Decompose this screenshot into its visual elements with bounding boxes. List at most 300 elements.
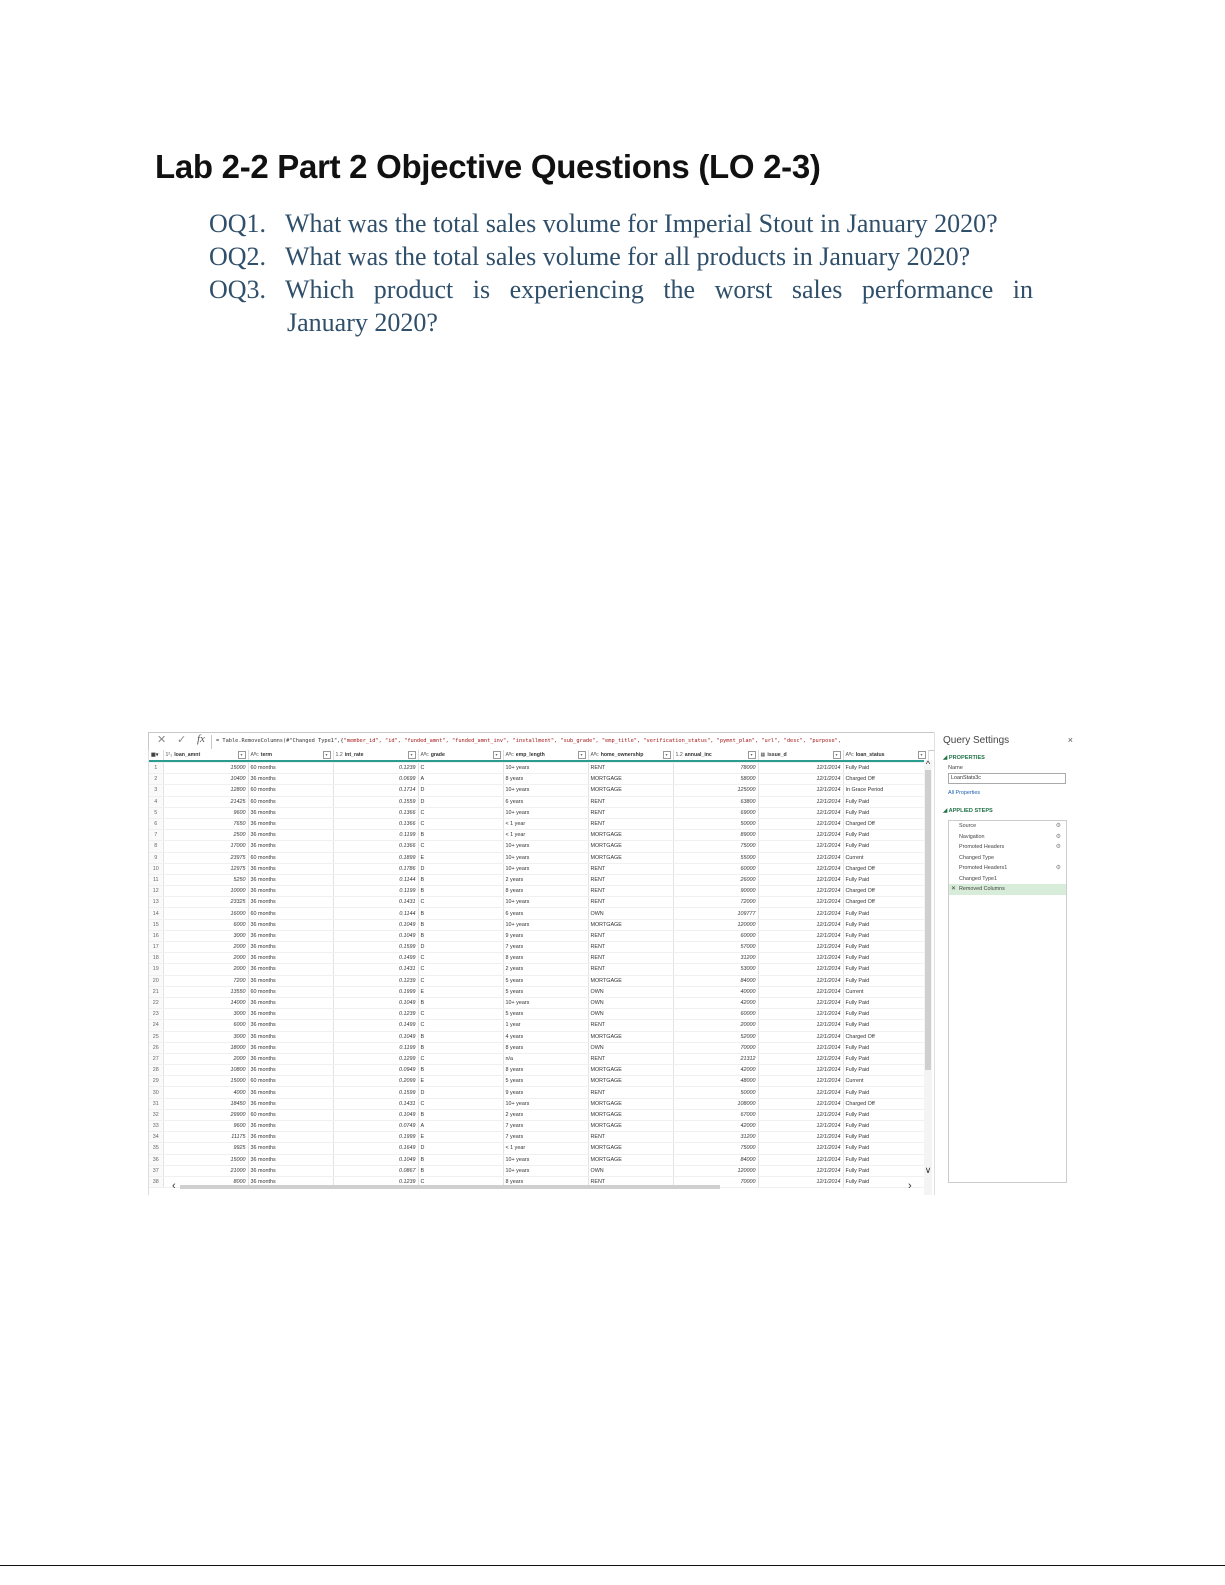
table-cell[interactable]: 8 years bbox=[503, 1042, 588, 1053]
table-cell[interactable]: n/a bbox=[503, 1053, 588, 1064]
table-cell[interactable]: D bbox=[418, 1087, 503, 1098]
table-cell[interactable]: 89000 bbox=[673, 830, 758, 841]
table-cell[interactable]: 60000 bbox=[673, 863, 758, 874]
table-cell[interactable]: 15000 bbox=[163, 763, 248, 774]
table-cell[interactable]: RENT bbox=[588, 807, 673, 818]
table-cell[interactable]: 12/1/2014 bbox=[758, 1065, 843, 1076]
table-cell[interactable]: 10+ years bbox=[503, 763, 588, 774]
table-cell[interactable]: 58000 bbox=[673, 774, 758, 785]
table-cell[interactable]: C bbox=[418, 841, 503, 852]
table-row[interactable] bbox=[149, 1031, 928, 1042]
table-cell[interactable]: 60 months bbox=[248, 763, 333, 774]
table-cell[interactable]: Fully Paid bbox=[843, 807, 928, 818]
table-cell[interactable]: 69000 bbox=[673, 807, 758, 818]
table-cell[interactable]: 0.0699 bbox=[333, 774, 418, 785]
table-cell[interactable]: 36 months bbox=[248, 886, 333, 897]
table-cell[interactable]: 12/1/2014 bbox=[758, 975, 843, 986]
delete-step-icon[interactable]: ✕ bbox=[951, 886, 957, 892]
column-type-icon[interactable]: ▦ bbox=[760, 752, 766, 758]
table-cell[interactable]: 40000 bbox=[673, 986, 758, 997]
column-header-home-ownership[interactable] bbox=[588, 750, 673, 760]
table-row[interactable] bbox=[149, 897, 928, 908]
table-cell[interactable]: 4 years bbox=[503, 1031, 588, 1042]
table-cell[interactable]: 8 years bbox=[503, 774, 588, 785]
filter-dropdown-icon[interactable]: ▾ bbox=[663, 751, 671, 759]
table-cell[interactable]: B bbox=[418, 874, 503, 885]
table-cell[interactable]: B bbox=[418, 1065, 503, 1076]
table-cell[interactable]: Fully Paid bbox=[843, 1009, 928, 1020]
table-cell[interactable]: D bbox=[418, 785, 503, 796]
table-cell[interactable]: 0.1714 bbox=[333, 785, 418, 796]
table-cell[interactable]: 3000 bbox=[163, 1031, 248, 1042]
table-cell[interactable]: 10400 bbox=[163, 774, 248, 785]
filter-dropdown-icon[interactable]: ▾ bbox=[833, 751, 841, 759]
table-row[interactable] bbox=[149, 841, 928, 852]
table-cell[interactable]: 42000 bbox=[673, 1121, 758, 1132]
table-cell[interactable]: 63800 bbox=[673, 796, 758, 807]
table-cell[interactable]: 10+ years bbox=[503, 807, 588, 818]
column-type-icon[interactable]: Aᴮc bbox=[420, 752, 429, 758]
table-cell[interactable]: Fully Paid bbox=[843, 964, 928, 975]
column-type-icon[interactable]: Aᴮc bbox=[505, 752, 514, 758]
table-cell[interactable]: MORTGAGE bbox=[588, 1109, 673, 1120]
table-cell[interactable]: 36 months bbox=[248, 964, 333, 975]
table-cell[interactable]: 36 months bbox=[248, 1087, 333, 1098]
table-cell[interactable]: 12/1/2014 bbox=[758, 953, 843, 964]
table-cell[interactable]: Fully Paid bbox=[843, 1020, 928, 1031]
applied-steps-heading[interactable]: ◢ APPLIED STEPS bbox=[943, 808, 993, 814]
table-cell[interactable]: 18450 bbox=[163, 1098, 248, 1109]
table-cell[interactable]: 10+ years bbox=[503, 852, 588, 863]
table-row[interactable] bbox=[149, 886, 928, 897]
gear-icon[interactable]: ⚙ bbox=[1055, 844, 1061, 850]
table-cell[interactable]: 23325 bbox=[163, 897, 248, 908]
table-cell[interactable]: B bbox=[418, 1165, 503, 1176]
column-type-icon[interactable]: 1²₃ bbox=[165, 752, 173, 758]
table-cell[interactable]: 36 months bbox=[248, 874, 333, 885]
table-row[interactable] bbox=[149, 942, 928, 953]
table-cell[interactable]: C bbox=[418, 1176, 503, 1187]
table-cell[interactable]: 12/1/2014 bbox=[758, 1098, 843, 1109]
table-cell[interactable]: C bbox=[418, 818, 503, 829]
table-cell[interactable]: C bbox=[418, 807, 503, 818]
column-header-grade[interactable] bbox=[418, 750, 503, 760]
table-row[interactable] bbox=[149, 1165, 928, 1176]
table-cell[interactable]: 5 years bbox=[503, 1009, 588, 1020]
table-cell[interactable]: MORTGAGE bbox=[588, 1154, 673, 1165]
table-cell[interactable]: C bbox=[418, 1009, 503, 1020]
scrollbar-thumb[interactable] bbox=[925, 770, 931, 1070]
table-cell[interactable]: Fully Paid bbox=[843, 919, 928, 930]
table-cell[interactable]: C bbox=[418, 897, 503, 908]
table-cell[interactable]: RENT bbox=[588, 863, 673, 874]
table-cell[interactable]: OWN bbox=[588, 1009, 673, 1020]
table-cell[interactable]: 0.0867 bbox=[333, 1165, 418, 1176]
table-cell[interactable]: 57000 bbox=[673, 942, 758, 953]
table-cell[interactable]: 0.1559 bbox=[333, 796, 418, 807]
table-cell[interactable]: 21312 bbox=[673, 1053, 758, 1064]
table-cell[interactable]: 36 months bbox=[248, 1143, 333, 1154]
table-cell[interactable]: Fully Paid bbox=[843, 1065, 928, 1076]
table-row[interactable] bbox=[149, 1121, 928, 1132]
table-row[interactable] bbox=[149, 930, 928, 941]
table-cell[interactable]: 120000 bbox=[673, 1165, 758, 1176]
table-cell[interactable]: 12/1/2014 bbox=[758, 1087, 843, 1098]
table-cell[interactable]: 60 months bbox=[248, 908, 333, 919]
table-cell[interactable]: C bbox=[418, 1098, 503, 1109]
table-cell[interactable]: 12/1/2014 bbox=[758, 997, 843, 1008]
table-row[interactable] bbox=[149, 919, 928, 930]
table-cell[interactable]: 0.1431 bbox=[333, 1098, 418, 1109]
table-cell[interactable]: 12/1/2014 bbox=[758, 886, 843, 897]
table-row[interactable] bbox=[149, 807, 928, 818]
table-cell[interactable]: RENT bbox=[588, 763, 673, 774]
table-cell[interactable]: OWN bbox=[588, 1042, 673, 1053]
table-cell[interactable]: 6000 bbox=[163, 919, 248, 930]
table-cell[interactable]: Fully Paid bbox=[843, 841, 928, 852]
table-cell[interactable]: 10+ years bbox=[503, 897, 588, 908]
table-cell[interactable]: D bbox=[418, 796, 503, 807]
table-cell[interactable]: 18000 bbox=[163, 1042, 248, 1053]
table-cell[interactable]: 10000 bbox=[163, 886, 248, 897]
table-cell[interactable]: Fully Paid bbox=[843, 763, 928, 774]
table-cell[interactable]: 12/1/2014 bbox=[758, 1154, 843, 1165]
table-cell[interactable]: 2500 bbox=[163, 830, 248, 841]
table-cell[interactable]: 72000 bbox=[673, 897, 758, 908]
table-cell[interactable]: MORTGAGE bbox=[588, 852, 673, 863]
table-cell[interactable]: 26000 bbox=[673, 874, 758, 885]
table-cell[interactable]: A bbox=[418, 774, 503, 785]
table-cell[interactable]: Fully Paid bbox=[843, 1109, 928, 1120]
table-row[interactable] bbox=[149, 1042, 928, 1053]
table-cell[interactable]: Charged Off bbox=[843, 1031, 928, 1042]
table-cell[interactable]: 12/1/2014 bbox=[758, 785, 843, 796]
table-cell[interactable]: 10+ years bbox=[503, 1165, 588, 1176]
table-row[interactable] bbox=[149, 796, 928, 807]
table-cell[interactable]: B bbox=[418, 930, 503, 941]
table-cell[interactable]: C bbox=[418, 763, 503, 774]
table-cell[interactable]: RENT bbox=[588, 942, 673, 953]
table-cell[interactable]: RENT bbox=[588, 1087, 673, 1098]
table-cell[interactable]: 14000 bbox=[163, 997, 248, 1008]
table-cell[interactable]: MORTGAGE bbox=[588, 841, 673, 852]
scrollbar-thumb[interactable] bbox=[180, 1185, 720, 1189]
table-cell[interactable]: 0.1199 bbox=[333, 830, 418, 841]
table-cell[interactable]: 0.1366 bbox=[333, 807, 418, 818]
table-cell[interactable]: 36 months bbox=[248, 953, 333, 964]
table-cell[interactable]: 0.1999 bbox=[333, 986, 418, 997]
table-row[interactable] bbox=[149, 953, 928, 964]
table-cell[interactable]: MORTGAGE bbox=[588, 774, 673, 785]
table-row[interactable] bbox=[149, 1065, 928, 1076]
table-cell[interactable]: 12800 bbox=[163, 785, 248, 796]
table-cell[interactable]: 23975 bbox=[163, 852, 248, 863]
table-cell[interactable]: 12/1/2014 bbox=[758, 1053, 843, 1064]
column-type-icon[interactable]: 1.2 bbox=[335, 752, 343, 758]
table-cell[interactable]: 21425 bbox=[163, 796, 248, 807]
table-row[interactable] bbox=[149, 852, 928, 863]
table-cell[interactable]: OWN bbox=[588, 1165, 673, 1176]
table-row[interactable] bbox=[149, 1143, 928, 1154]
table-cell[interactable]: 0.1049 bbox=[333, 1154, 418, 1165]
column-header-int-rate[interactable] bbox=[333, 750, 418, 760]
table-cell[interactable]: OWN bbox=[588, 908, 673, 919]
table-cell[interactable]: Charged Off bbox=[843, 818, 928, 829]
table-cell[interactable]: RENT bbox=[588, 953, 673, 964]
table-cell[interactable]: 67000 bbox=[673, 1109, 758, 1120]
table-cell[interactable]: 53000 bbox=[673, 964, 758, 975]
table-cell[interactable]: OWN bbox=[588, 997, 673, 1008]
table-cell[interactable]: 36 months bbox=[248, 774, 333, 785]
table-cell[interactable]: 0.1239 bbox=[333, 1176, 418, 1187]
table-cell[interactable]: 0.1144 bbox=[333, 874, 418, 885]
filter-dropdown-icon[interactable]: ▾ bbox=[578, 751, 586, 759]
table-cell[interactable]: E bbox=[418, 852, 503, 863]
table-cell[interactable]: 36 months bbox=[248, 1176, 333, 1187]
applied-step[interactable] bbox=[949, 863, 1066, 874]
table-cell[interactable]: MORTGAGE bbox=[588, 919, 673, 930]
query-name-input[interactable]: LoanStats3c bbox=[948, 773, 1066, 784]
table-cell[interactable]: RENT bbox=[588, 1020, 673, 1031]
table-cell[interactable]: 0.1649 bbox=[333, 1143, 418, 1154]
table-cell[interactable]: Fully Paid bbox=[843, 1176, 928, 1187]
table-cell[interactable]: 0.1239 bbox=[333, 763, 418, 774]
table-cell[interactable]: 12/1/2014 bbox=[758, 874, 843, 885]
table-cell[interactable]: 60 months bbox=[248, 785, 333, 796]
table-cell[interactable]: 10+ years bbox=[503, 785, 588, 796]
table-cell[interactable]: B bbox=[418, 886, 503, 897]
table-cell[interactable]: 0.1999 bbox=[333, 1132, 418, 1143]
all-properties-link[interactable]: All Properties bbox=[948, 790, 981, 796]
table-cell[interactable]: 84000 bbox=[673, 1154, 758, 1165]
table-cell[interactable]: 5250 bbox=[163, 874, 248, 885]
table-cell[interactable]: C bbox=[418, 1053, 503, 1064]
table-cell[interactable]: E bbox=[418, 986, 503, 997]
column-header-issue-d[interactable] bbox=[758, 750, 843, 760]
table-cell[interactable]: 36 months bbox=[248, 1020, 333, 1031]
table-cell[interactable]: 12975 bbox=[163, 863, 248, 874]
filter-dropdown-icon[interactable]: ▾ bbox=[323, 751, 331, 759]
table-cell[interactable]: Charged Off bbox=[843, 863, 928, 874]
table-cell[interactable]: 9600 bbox=[163, 1121, 248, 1132]
table-cell[interactable]: MORTGAGE bbox=[588, 975, 673, 986]
table-cell[interactable]: 12/1/2014 bbox=[758, 1121, 843, 1132]
table-cell[interactable]: B bbox=[418, 1031, 503, 1042]
table-cell[interactable]: 12/1/2014 bbox=[758, 1132, 843, 1143]
table-cell[interactable]: 52000 bbox=[673, 1031, 758, 1042]
close-icon[interactable]: × bbox=[1067, 735, 1073, 745]
table-cell[interactable]: 36 months bbox=[248, 897, 333, 908]
table-cell[interactable]: Fully Paid bbox=[843, 1042, 928, 1053]
filter-dropdown-icon[interactable]: ▾ bbox=[238, 751, 246, 759]
table-cell[interactable]: Fully Paid bbox=[843, 930, 928, 941]
table-cell[interactable]: 60 months bbox=[248, 1076, 333, 1087]
table-row[interactable] bbox=[149, 1154, 928, 1165]
filter-dropdown-icon[interactable]: ▾ bbox=[408, 751, 416, 759]
table-cell[interactable]: Fully Paid bbox=[843, 1053, 928, 1064]
table-cell[interactable]: Fully Paid bbox=[843, 830, 928, 841]
table-cell[interactable]: 31200 bbox=[673, 1132, 758, 1143]
table-cell[interactable]: A bbox=[418, 1121, 503, 1132]
table-cell[interactable]: 60000 bbox=[673, 930, 758, 941]
table-cell[interactable]: MORTGAGE bbox=[588, 830, 673, 841]
table-cell[interactable]: 12/1/2014 bbox=[758, 1109, 843, 1120]
table-cell[interactable]: 11175 bbox=[163, 1132, 248, 1143]
table-row[interactable] bbox=[149, 830, 928, 841]
table-cell[interactable]: MORTGAGE bbox=[588, 1031, 673, 1042]
table-cell[interactable]: 75000 bbox=[673, 1143, 758, 1154]
properties-heading[interactable]: ◢ PROPERTIES bbox=[943, 755, 985, 761]
table-cell[interactable]: RENT bbox=[588, 874, 673, 885]
table-cell[interactable]: 8 years bbox=[503, 953, 588, 964]
table-cell[interactable]: 12/1/2014 bbox=[758, 763, 843, 774]
table-cell[interactable]: 36 months bbox=[248, 919, 333, 930]
table-row[interactable] bbox=[149, 1009, 928, 1020]
table-cell[interactable]: Fully Paid bbox=[843, 1143, 928, 1154]
table-row[interactable] bbox=[149, 1076, 928, 1087]
table-cell[interactable]: 1 year bbox=[503, 1020, 588, 1031]
table-cell[interactable]: 60 months bbox=[248, 852, 333, 863]
table-cell[interactable]: 12/1/2014 bbox=[758, 1020, 843, 1031]
table-cell[interactable]: 7 years bbox=[503, 942, 588, 953]
table-cell[interactable]: 20000 bbox=[673, 1020, 758, 1031]
table-cell[interactable]: B bbox=[418, 1042, 503, 1053]
applied-step[interactable] bbox=[949, 853, 1066, 864]
table-cell[interactable]: D bbox=[418, 1143, 503, 1154]
table-row[interactable] bbox=[149, 964, 928, 975]
table-cell[interactable]: 7200 bbox=[163, 975, 248, 986]
table-row[interactable] bbox=[149, 1020, 928, 1031]
table-cell[interactable]: Charged Off bbox=[843, 1098, 928, 1109]
table-cell[interactable]: 36 months bbox=[248, 1042, 333, 1053]
table-cell[interactable]: 12/1/2014 bbox=[758, 986, 843, 997]
table-row[interactable] bbox=[149, 997, 928, 1008]
table-cell[interactable]: 29900 bbox=[163, 1109, 248, 1120]
table-cell[interactable]: 6000 bbox=[163, 1020, 248, 1031]
table-cell[interactable]: 2 years bbox=[503, 874, 588, 885]
table-cell[interactable]: 9 years bbox=[503, 930, 588, 941]
table-cell[interactable]: 3000 bbox=[163, 930, 248, 941]
table-cell[interactable]: 109777 bbox=[673, 908, 758, 919]
table-cell[interactable]: Fully Paid bbox=[843, 997, 928, 1008]
table-cell[interactable]: RENT bbox=[588, 897, 673, 908]
table-cell[interactable]: In Grace Period bbox=[843, 785, 928, 796]
table-cell[interactable]: E bbox=[418, 1076, 503, 1087]
table-cell[interactable]: 12/1/2014 bbox=[758, 807, 843, 818]
table-cell[interactable]: 12/1/2014 bbox=[758, 774, 843, 785]
table-cell[interactable]: 0.1431 bbox=[333, 897, 418, 908]
table-cell[interactable]: 0.1199 bbox=[333, 1042, 418, 1053]
table-cell[interactable]: 12/1/2014 bbox=[758, 908, 843, 919]
table-cell[interactable]: 36 months bbox=[248, 1065, 333, 1076]
table-row[interactable] bbox=[149, 986, 928, 997]
table-cell[interactable]: 60 months bbox=[248, 796, 333, 807]
table-cell[interactable]: 42000 bbox=[673, 997, 758, 1008]
table-cell[interactable]: < 1 year bbox=[503, 818, 588, 829]
table-cell[interactable]: D bbox=[418, 863, 503, 874]
table-cell[interactable]: 3000 bbox=[163, 1009, 248, 1020]
table-cell[interactable]: 36 months bbox=[248, 942, 333, 953]
table-cell[interactable]: 2000 bbox=[163, 1053, 248, 1064]
table-cell[interactable]: 4000 bbox=[163, 1087, 248, 1098]
column-header-loan-status[interactable] bbox=[843, 750, 928, 760]
applied-step[interactable] bbox=[949, 884, 1066, 895]
table-cell[interactable]: 0.1786 bbox=[333, 863, 418, 874]
table-cell[interactable]: 60 months bbox=[248, 986, 333, 997]
table-cell[interactable]: 60000 bbox=[673, 1009, 758, 1020]
table-cell[interactable]: 36 months bbox=[248, 1053, 333, 1064]
table-row[interactable] bbox=[149, 863, 928, 874]
table-cell[interactable]: 9925 bbox=[163, 1143, 248, 1154]
table-cell[interactable]: 36 months bbox=[248, 841, 333, 852]
table-cell[interactable]: 36 months bbox=[248, 863, 333, 874]
table-cell[interactable]: 2000 bbox=[163, 953, 248, 964]
cancel-icon[interactable]: ✕ bbox=[157, 734, 167, 746]
table-cell[interactable]: < 1 year bbox=[503, 1143, 588, 1154]
table-cell[interactable]: C bbox=[418, 964, 503, 975]
table-cell[interactable]: Fully Paid bbox=[843, 1132, 928, 1143]
table-cell[interactable]: 120000 bbox=[673, 919, 758, 930]
table-cell[interactable]: RENT bbox=[588, 1132, 673, 1143]
column-header-term[interactable] bbox=[248, 750, 333, 760]
table-cell[interactable]: 0.1049 bbox=[333, 930, 418, 941]
table-cell[interactable]: 21000 bbox=[163, 1165, 248, 1176]
applied-step[interactable] bbox=[949, 821, 1066, 832]
table-cell[interactable]: RENT bbox=[588, 886, 673, 897]
table-cell[interactable]: MORTGAGE bbox=[588, 1076, 673, 1087]
table-cell[interactable]: C bbox=[418, 1020, 503, 1031]
scroll-right-icon[interactable]: › bbox=[908, 1180, 912, 1192]
table-cell[interactable]: 125000 bbox=[673, 785, 758, 796]
table-cell[interactable]: 6 years bbox=[503, 796, 588, 807]
table-cell[interactable]: 0.1049 bbox=[333, 919, 418, 930]
column-type-icon[interactable]: 1.2 bbox=[675, 752, 683, 758]
table-cell[interactable]: 108000 bbox=[673, 1098, 758, 1109]
table-cell[interactable]: Current bbox=[843, 1076, 928, 1087]
table-cell[interactable]: B bbox=[418, 908, 503, 919]
table-cell[interactable]: Fully Paid bbox=[843, 1121, 928, 1132]
table-cell[interactable]: 36 months bbox=[248, 830, 333, 841]
table-cell[interactable]: Charged Off bbox=[843, 774, 928, 785]
table-cell[interactable]: 8000 bbox=[163, 1176, 248, 1187]
table-cell[interactable]: 0.1499 bbox=[333, 953, 418, 964]
table-cell[interactable]: 13550 bbox=[163, 986, 248, 997]
table-cell[interactable]: 12/1/2014 bbox=[758, 863, 843, 874]
table-cell[interactable]: 0.1899 bbox=[333, 852, 418, 863]
table-cell[interactable]: 36 months bbox=[248, 1098, 333, 1109]
table-cell[interactable]: RENT bbox=[588, 1053, 673, 1064]
table-cell[interactable]: < 1 year bbox=[503, 830, 588, 841]
table-cell[interactable]: 7650 bbox=[163, 818, 248, 829]
table-cell[interactable]: 12/1/2014 bbox=[758, 1076, 843, 1087]
scroll-up-icon[interactable]: ^ bbox=[925, 759, 931, 769]
table-cell[interactable]: 2000 bbox=[163, 942, 248, 953]
table-cell[interactable]: B bbox=[418, 997, 503, 1008]
table-cell[interactable]: 0.1599 bbox=[333, 942, 418, 953]
table-cell[interactable]: D bbox=[418, 942, 503, 953]
table-cell[interactable]: 8 years bbox=[503, 1176, 588, 1187]
table-cell[interactable]: 84000 bbox=[673, 975, 758, 986]
table-cell[interactable]: 9 years bbox=[503, 1087, 588, 1098]
table-cell[interactable]: 36 months bbox=[248, 1009, 333, 1020]
table-cell[interactable]: Fully Paid bbox=[843, 1087, 928, 1098]
table-cell[interactable]: 10+ years bbox=[503, 1098, 588, 1109]
table-cell[interactable]: MORTGAGE bbox=[588, 1098, 673, 1109]
table-cell[interactable]: 16000 bbox=[163, 908, 248, 919]
applied-step[interactable] bbox=[949, 842, 1066, 853]
table-row[interactable] bbox=[149, 908, 928, 919]
table-cell[interactable]: 9600 bbox=[163, 807, 248, 818]
